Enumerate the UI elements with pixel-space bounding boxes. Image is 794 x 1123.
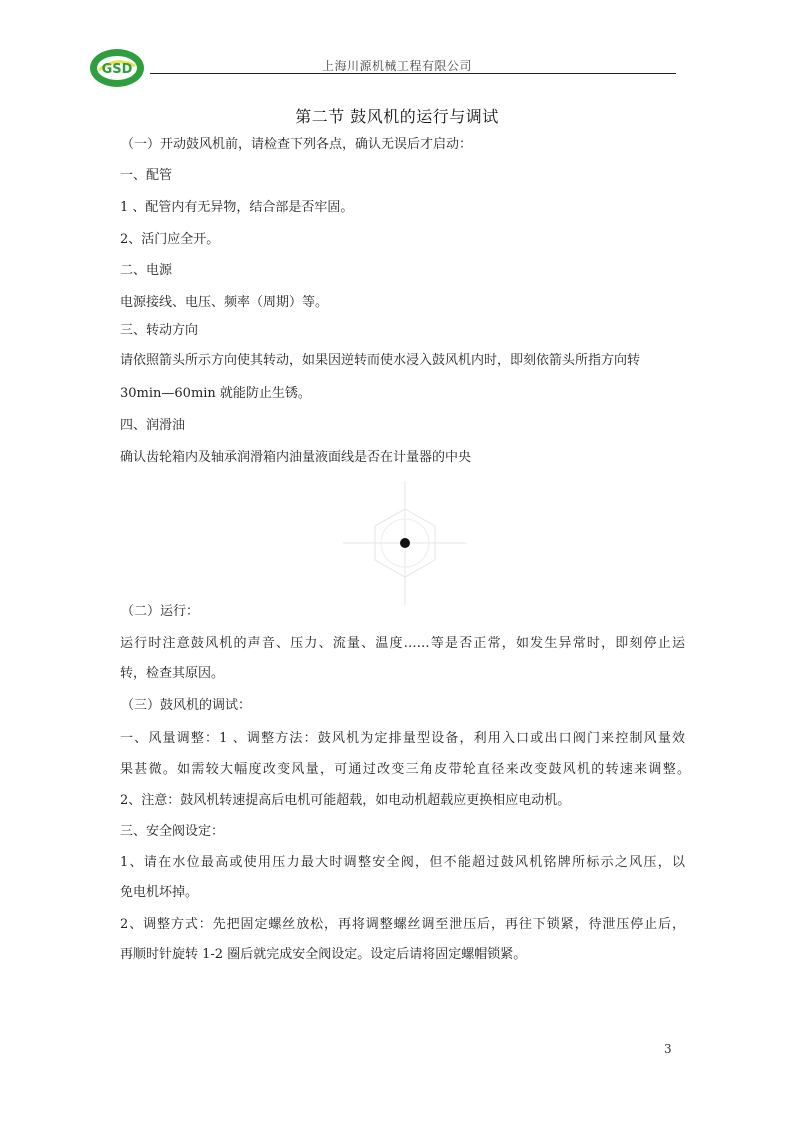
- paragraph-line: 2、活门应全开。: [120, 232, 220, 247]
- item-heading: 三、安全阀设定：: [120, 824, 225, 839]
- paragraph-line: 1、请在水位最高或使用压力最大时调整安全阀，但不能超过鼓风机铭牌所标示之风压，以: [120, 855, 685, 870]
- paragraph-line: 确认齿轮箱内及轴承润滑箱内油量液面线是否在计量器的中央: [120, 450, 472, 465]
- paragraph-line: 运行时注意鼓风机的声音、压力、流量、温度……等是否正常，如发生异常时，即刻停止运: [120, 636, 685, 651]
- subsection-heading: （一）开动鼓风机前，请检查下列各点，确认无误后才启动：: [121, 137, 473, 152]
- item-heading: 四、润滑油: [120, 418, 186, 433]
- paragraph-line: 再顺时针旋转 1-2 圈后就完成安全阀设定。设定后请将固定螺帽锁紧。: [120, 947, 527, 962]
- page-number: 3: [664, 1042, 672, 1056]
- paragraph-line: 2、注意：鼓风机转速提高后电机可能超载，如电动机超载应更换相应电动机。: [120, 793, 571, 808]
- subsection-heading: （二）运行：: [121, 604, 200, 619]
- paragraph-line: 请依照箭头所示方向使其转动，如果因逆转而使水浸入鼓风机内时，即刻依箭头所指方向转: [120, 353, 641, 368]
- item-heading: 二、电源: [120, 263, 173, 278]
- oil-level-dot: [400, 538, 410, 548]
- paragraph-line: 果甚微。如需较大幅度改变风量，可通过改变三角皮带轮直径来改变鼓风机的转速来调整。: [120, 762, 690, 777]
- subsection-heading: （三）鼓风机的调试：: [121, 698, 252, 713]
- oil-level-gauge-figure: [343, 481, 467, 605]
- paragraph-line: 1 、配管内有无异物，结合部是否牢固。: [120, 200, 354, 215]
- company-logo-text: GSD: [101, 62, 133, 77]
- item-heading: 三、转动方向: [120, 323, 199, 338]
- paragraph-line: 免电机坏掉。: [120, 885, 199, 900]
- section-title: 第二节 鼓风机的运行与调试: [295, 107, 499, 126]
- paragraph-line: 一、风量调整：1 、调整方法：鼓风机为定排量型设备，利用入口或出口阀门来控制风量效: [120, 731, 685, 746]
- item-heading: 一、配管: [120, 168, 173, 183]
- company-name: 上海川源机械工程有限公司: [321, 59, 472, 73]
- paragraph-line: 电源接线、电压、频率（周期）等。: [120, 295, 329, 310]
- paragraph-line: 30min—60min 就能防止生锈。: [120, 386, 311, 401]
- header-divider: [150, 73, 676, 74]
- paragraph-line: 2、调整方式：先把固定螺丝放松，再将调整螺丝调至泄压后，再往下锁紧，待泄压停止后，: [120, 917, 685, 932]
- paragraph-line: 转，检查其原因。: [120, 666, 225, 681]
